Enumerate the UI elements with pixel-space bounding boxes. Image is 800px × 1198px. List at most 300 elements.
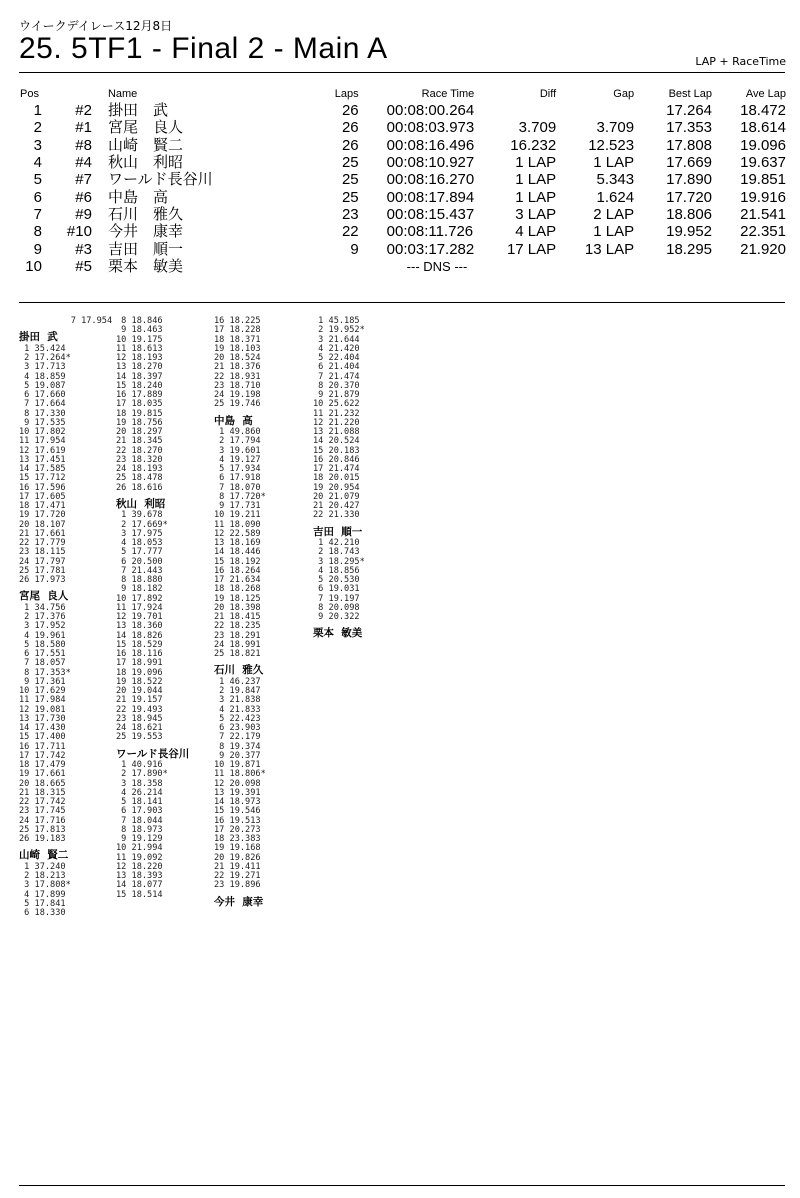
result-race-time: 00:08:00.264	[386, 102, 475, 120]
result-driver-name: 吉田 順一	[107, 239, 183, 258]
driver-lap-header: ワールド長谷川	[116, 747, 190, 760]
lap-time-entry: 23 18.320	[116, 454, 163, 465]
lap-time-entry: 3 17.713	[19, 362, 66, 373]
lap-time-entry: 11 18.806*	[214, 769, 266, 780]
lap-time-entry: 2 18.743	[313, 547, 360, 558]
result-row	[20, 206, 786, 223]
result-laps: 23	[341, 205, 359, 223]
lap-time-entry: 24 17.716	[19, 815, 66, 826]
lap-time-entry: 10 19.871	[214, 760, 261, 770]
result-driver-name: 栗本 敏美	[107, 256, 183, 275]
lap-time-entry: 6 18.330	[19, 908, 66, 918]
lap-time-entry: 1 39.678	[116, 510, 163, 521]
result-laps: 26	[341, 102, 359, 120]
lap-time-entry: 15 19.546	[214, 806, 261, 817]
results-divider	[19, 302, 785, 303]
lap-time-entry: 15 18.529	[116, 639, 163, 650]
lap-time-entry: 10 25.622	[313, 399, 360, 410]
column-header-ave-lap: Ave Lap	[745, 88, 786, 100]
result-gap	[556, 258, 634, 275]
result-car-number: #3	[75, 240, 92, 258]
lap-time-entry: 16 17.889	[116, 390, 163, 400]
lap-time-entry: 6 17.918	[214, 473, 261, 484]
lap-time-entry: 5 22.404	[313, 353, 360, 363]
lap-time-entry: 13 21.088	[313, 427, 360, 437]
lap-time-entry: 21 19.411	[214, 861, 261, 872]
result-diff: 16.232	[510, 136, 557, 154]
lap-time-entry: 21 18.315	[19, 787, 66, 798]
lap-time-entry: 12 22.589	[214, 528, 261, 539]
result-diff: 1 LAP	[515, 154, 557, 172]
lap-time-entry: 17 21.634	[214, 575, 261, 585]
lap-time-entry: 2 17.669*	[116, 519, 168, 530]
result-car-number: #9	[75, 205, 92, 223]
lap-time-entry: 25 18.478	[116, 473, 163, 484]
lap-time-entry: 11 17.924	[116, 602, 163, 613]
lap-time-entry: 24 17.797	[19, 556, 66, 567]
lap-time-entry: 7 18.070	[214, 482, 261, 493]
lap-column-2	[116, 317, 189, 900]
result-ave-lap: 19.096	[740, 136, 786, 154]
lap-time-entry: 5 22.423	[214, 713, 261, 724]
lap-time-entry: 2 18.213	[19, 871, 66, 881]
lap-time-entry: 17 17.605	[19, 491, 66, 502]
result-gap: 3.709	[596, 119, 635, 137]
lap-time-entry: 4 17.899	[19, 889, 66, 900]
lap-time-entry: 5 18.580	[19, 639, 66, 650]
lap-time-entry: 3 17.975	[116, 528, 163, 539]
lap-time-entry: 9 18.463	[116, 325, 163, 336]
lap-time-entry: 1 37.240	[19, 861, 66, 872]
result-pos: 8	[33, 223, 42, 241]
lap-time-entry: 15 18.192	[214, 556, 261, 567]
lap-time-entry: 11 19.092	[116, 852, 163, 863]
lap-time-entry: 22 21.330	[313, 510, 360, 521]
lap-time-entry: 4 18.856	[313, 565, 360, 576]
lap-time-entry: 4 26.214	[116, 787, 163, 798]
lap-time-entry: 7 21.443	[116, 565, 163, 576]
result-race-time: 00:08:16.496	[386, 136, 475, 154]
lap-time-entry: 11 18.613	[116, 343, 163, 354]
result-pos: 9	[33, 240, 42, 258]
lap-time-entry: 2 17.794	[214, 436, 261, 447]
result-ave-lap: 19.851	[740, 171, 786, 189]
result-diff: 1 LAP	[515, 171, 557, 189]
lap-time-entry: 21 18.345	[116, 436, 163, 447]
result-race-time: 00:08:03.973	[386, 119, 475, 137]
lap-time-entry: 20 18.665	[19, 778, 66, 789]
result-row	[20, 137, 786, 154]
lap-time-entry: 14 17.430	[19, 723, 66, 733]
lap-time-entry: 22 17.779	[19, 538, 66, 548]
result-row	[20, 102, 786, 119]
result-laps: 25	[341, 171, 359, 189]
lap-time-entry: 17 20.273	[214, 824, 261, 835]
lap-time-entry: 9 17.535	[19, 417, 66, 428]
lap-time-entry: 6 17.551	[19, 649, 66, 659]
lap-time-entry: 19 20.954	[313, 482, 360, 493]
result-race-time: --- DNS ---	[406, 258, 468, 274]
result-car-number: #5	[75, 257, 92, 275]
result-pos: 2	[33, 119, 42, 137]
lap-time-entry: 10 19.211	[214, 510, 261, 521]
lap-time-entry: 8 20.370	[313, 380, 360, 391]
result-laps: 9	[350, 240, 359, 258]
result-car-number: #8	[75, 136, 92, 154]
result-diff: 3 LAP	[515, 205, 557, 223]
column-header-name: Name	[107, 88, 138, 100]
result-row	[20, 188, 786, 205]
page-title: 25. 5TF1 - Final 2 - Main A	[19, 32, 388, 65]
lap-time-entry: 8 18.880	[116, 575, 163, 585]
lap-time-entry: 8 17.720*	[214, 491, 266, 502]
results-body	[20, 102, 786, 275]
lap-time-entry: 13 18.169	[214, 538, 261, 548]
lap-time-entry: 18 19.096	[116, 667, 163, 678]
lap-time-entry: 6 19.031	[313, 584, 360, 595]
result-row	[20, 171, 786, 188]
result-driver-name: 今井 康幸	[107, 222, 183, 241]
result-race-time: 00:08:17.894	[386, 188, 475, 206]
result-row	[20, 154, 786, 171]
result-car-number: #10	[66, 223, 92, 241]
lap-time-entry: 9 17.731	[214, 501, 261, 511]
lap-time-entry: 6 21.404	[313, 362, 360, 373]
result-best-lap: 17.264	[666, 102, 713, 120]
lap-time-entry: 9 20.377	[214, 750, 261, 761]
result-diff	[474, 102, 556, 119]
result-pos: 7	[33, 205, 42, 223]
lap-time-entry: 18 23.383	[214, 834, 261, 844]
lap-time-entry: 25 17.813	[19, 824, 66, 835]
lap-time-entry: 8 19.374	[214, 741, 261, 752]
lap-time-entry: 17 21.474	[313, 464, 360, 474]
lap-time-entry: 12 17.619	[19, 445, 66, 456]
lap-time-entry: 20 21.079	[313, 491, 360, 502]
lap-time-entry: 19 18.756	[116, 417, 163, 428]
lap-time-entry: 23 17.745	[19, 806, 66, 817]
lap-time-entry: 12 20.098	[214, 778, 261, 789]
lap-time-entry: 12 19.701	[116, 612, 163, 622]
report-type-label: LAP + RaceTime	[695, 55, 786, 68]
lap-time-entry: 12 18.193	[116, 353, 163, 363]
lap-time-entry: 7 21.474	[313, 371, 360, 382]
driver-lap-header: 石川 雅久	[214, 664, 264, 677]
lap-time-entry: 4 21.420	[313, 343, 360, 354]
lap-time-entry: 17 17.742	[19, 750, 66, 761]
result-gap: 12.523	[588, 136, 635, 154]
lap-time-entry: 2 17.890*	[116, 769, 168, 780]
result-pos: 1	[33, 102, 42, 120]
lap-time-entry: 19 19.168	[214, 843, 261, 854]
lap-time-entry: 6 20.500	[116, 556, 163, 567]
lap-time-entry: 19 18.522	[116, 676, 163, 687]
lap-time-entry: 25 18.821	[214, 649, 261, 659]
result-laps: 25	[341, 154, 359, 172]
result-pos: 4	[33, 154, 42, 172]
lap-time-entry: 18 20.015	[313, 473, 360, 484]
lap-time-entry: 16 18.116	[116, 649, 163, 659]
lap-time-entry: 22 19.493	[116, 704, 163, 715]
lap-time-entry: 19 17.661	[19, 769, 66, 780]
lap-time-entry: 3 18.295*	[313, 556, 365, 567]
result-car-number: #4	[75, 154, 92, 172]
lap-time-entry: 6 17.903	[116, 806, 163, 817]
lap-time-entry: 13 18.360	[116, 621, 163, 632]
lap-time-entry: 11 17.954	[19, 436, 66, 447]
result-race-time: 00:08:16.270	[386, 171, 475, 189]
lap-time-entry: 10 17.802	[19, 427, 66, 437]
lap-time-entry: 14 20.524	[313, 436, 360, 447]
driver-lap-header: 山崎 賢二	[19, 849, 69, 862]
lap-time-entry: 5 17.841	[19, 898, 66, 909]
lap-time-entry: 11 18.090	[214, 519, 261, 530]
lap-time-entry: 23 18.291	[214, 630, 261, 641]
lap-time-entry: 3 17.952	[19, 621, 66, 632]
lap-time-entry: 6 17.660	[19, 390, 66, 400]
lap-time-entry: 1 46.237	[214, 676, 261, 687]
column-header-race-time: Race Time	[421, 88, 475, 100]
lap-time-entry: 3 21.838	[214, 695, 261, 706]
lap-time-entry: 11 21.232	[313, 408, 360, 419]
lap-column-4	[313, 317, 365, 641]
lap-time-entry: 7 17.664	[19, 399, 66, 410]
driver-lap-header: 掛田 武	[19, 331, 58, 344]
result-diff: 17 LAP	[506, 240, 557, 258]
result-driver-name: 中島 高	[107, 187, 168, 206]
lap-time-entry: 10 17.892	[116, 593, 163, 604]
lap-time-entry: 22 18.235	[214, 621, 261, 632]
lap-time-entry: 1 34.756	[19, 602, 66, 613]
lap-time-entry: 16 19.513	[214, 815, 261, 826]
lap-time-entry: 9 17.361	[19, 676, 66, 687]
result-best-lap: 17.353	[666, 119, 713, 137]
result-ave-lap: 18.472	[740, 102, 786, 120]
lap-time-entry: 10 17.629	[19, 686, 66, 696]
lap-time-entry: 12 21.220	[313, 417, 360, 428]
result-row	[20, 223, 786, 240]
result-gap: 1 LAP	[593, 223, 635, 241]
result-race-time: 00:08:10.927	[386, 154, 475, 172]
result-car-number: #2	[75, 102, 92, 120]
lap-time-entry: 16 17.596	[19, 482, 66, 493]
lap-time-entry: 4 19.127	[214, 454, 261, 465]
result-gap: 2 LAP	[593, 205, 635, 223]
lap-time-entry: 20 18.297	[116, 427, 163, 437]
result-driver-name: ワールド長谷川	[107, 170, 213, 189]
lap-time-entry: 13 18.393	[116, 871, 163, 881]
lap-time-entry: 12 19.081	[19, 704, 66, 715]
lap-time-entry: 16 20.846	[313, 454, 360, 465]
lap-time-entry: 23 18.710	[214, 380, 261, 391]
lap-time-entry: 17 18.035	[116, 399, 163, 410]
lap-time-entry: 21 19.157	[116, 695, 163, 706]
lap-time-entry: 19 18.103	[214, 343, 261, 354]
lap-time-entry: 26 17.973	[19, 575, 66, 585]
results-header-row	[20, 88, 786, 102]
result-best-lap: 17.669	[666, 154, 713, 172]
lap-time-entry: 20 18.398	[214, 602, 261, 613]
lap-time-entry: 5 18.141	[116, 797, 163, 807]
lap-time-entry: 13 17.451	[19, 454, 66, 465]
lap-time-entry: 14 18.397	[116, 371, 163, 382]
driver-lap-header: 中島 高	[214, 414, 253, 427]
result-best-lap: 18.295	[666, 240, 713, 258]
lap-time-entry: 8 20.098	[313, 602, 360, 613]
result-row	[20, 240, 786, 257]
result-gap: 1.624	[596, 188, 635, 206]
result-driver-name: 秋山 利昭	[107, 153, 183, 172]
result-ave-lap	[712, 258, 786, 275]
lap-time-entry: 18 19.815	[116, 408, 163, 419]
lap-time-entry: 21 17.661	[19, 528, 66, 539]
result-best-lap: 17.720	[666, 188, 713, 206]
lap-time-entry: 23 19.896	[214, 880, 261, 891]
lap-time-entry: 7 17.954	[19, 316, 113, 326]
result-laps: 26	[341, 136, 359, 154]
result-diff	[474, 258, 556, 275]
lap-time-entry: 2 17.264*	[19, 353, 71, 363]
lap-time-entry: 19 17.720	[19, 510, 66, 521]
lap-time-entry: 26 19.183	[19, 834, 66, 844]
result-row	[20, 258, 786, 275]
result-ave-lap: 19.916	[740, 188, 786, 206]
result-race-time: 00:03:17.282	[386, 240, 475, 258]
column-header-laps: Laps	[334, 88, 359, 100]
lap-time-entry: 17 18.991	[116, 658, 163, 669]
lap-time-entry: 7 19.197	[313, 593, 360, 604]
lap-time-entry: 16 17.711	[19, 741, 66, 752]
lap-time-entry: 18 17.479	[19, 760, 66, 770]
lap-time-entry: 25 19.553	[116, 732, 163, 743]
lap-time-entry: 13 18.270	[116, 362, 163, 373]
lap-time-entry: 19 18.125	[214, 593, 261, 604]
column-header-gap: Gap	[613, 88, 635, 100]
column-header-pos: Pos	[20, 88, 39, 100]
lap-time-entry: 22 17.742	[19, 797, 66, 807]
lap-time-entry: 18 17.471	[19, 501, 66, 511]
driver-lap-header: 秋山 利昭	[116, 497, 166, 510]
lap-time-entry: 3 19.601	[214, 445, 261, 456]
result-driver-name: 石川 雅久	[107, 204, 183, 223]
lap-time-entry: 8 17.330	[19, 408, 66, 419]
lap-time-entry: 14 17.585	[19, 464, 66, 474]
lap-time-entry: 2 19.952*	[313, 325, 365, 336]
lap-time-entry: 12 18.220	[116, 861, 163, 872]
result-ave-lap: 21.541	[740, 205, 786, 223]
lap-time-entry: 22 18.931	[214, 371, 261, 382]
lap-time-entry: 17 18.228	[214, 325, 261, 336]
result-laps: 26	[341, 119, 359, 137]
result-pos: 10	[25, 257, 42, 275]
lap-time-entry: 5 19.087	[19, 380, 66, 391]
result-driver-name: 宮尾 良人	[107, 118, 183, 137]
result-laps	[263, 258, 359, 275]
result-best-lap	[634, 258, 712, 275]
lap-time-entry: 15 17.712	[19, 473, 66, 484]
lap-time-entry: 3 21.644	[313, 334, 360, 345]
result-driver-name: 掛田 武	[107, 101, 168, 120]
result-gap	[556, 102, 634, 119]
lap-time-entry: 22 19.271	[214, 871, 261, 881]
result-gap: 13 LAP	[584, 240, 635, 258]
lap-time-entry: 7 18.057	[19, 658, 66, 669]
result-best-lap: 17.890	[666, 171, 713, 189]
result-ave-lap: 18.614	[740, 119, 786, 137]
result-row	[20, 119, 786, 136]
lap-time-entry: 14 18.446	[214, 547, 261, 558]
lap-time-entry: 5 20.530	[313, 575, 360, 585]
result-laps: 25	[341, 188, 359, 206]
result-ave-lap: 21.920	[740, 240, 786, 258]
result-ave-lap: 22.351	[740, 223, 786, 241]
lap-time-entry: 8 18.973	[116, 824, 163, 835]
lap-time-entry: 13 19.391	[214, 787, 261, 798]
result-car-number: #6	[75, 188, 92, 206]
result-diff: 4 LAP	[515, 223, 557, 241]
driver-lap-header: 栗本 敏美	[313, 627, 363, 640]
lap-time-entry: 1 49.860	[214, 427, 261, 437]
lap-time-entry: 21 20.427	[313, 501, 360, 511]
result-car-number: #7	[75, 171, 92, 189]
lap-time-entry: 4 18.053	[116, 538, 163, 548]
lap-time-entry: 21 18.415	[214, 612, 261, 622]
lap-time-entry: 3 18.358	[116, 778, 163, 789]
lap-time-entry: 7 22.179	[214, 732, 261, 743]
lap-time-entry: 10 19.175	[116, 334, 163, 345]
driver-lap-header: 宮尾 良人	[19, 590, 69, 603]
lap-time-entry: 13 17.730	[19, 713, 66, 724]
lap-time-entry: 24 19.198	[214, 390, 261, 400]
result-pos: 5	[33, 171, 42, 189]
lap-time-entry: 15 18.514	[116, 889, 163, 900]
lap-time-entry: 15 20.183	[313, 445, 360, 456]
lap-time-entry: 25 17.781	[19, 565, 66, 576]
driver-lap-header: 吉田 順一	[313, 525, 363, 538]
lap-time-entry: 10 21.994	[116, 843, 163, 854]
lap-time-entry: 20 19.826	[214, 852, 261, 863]
lap-time-entry: 1 45.185	[313, 316, 360, 326]
lap-time-entry: 9 21.879	[313, 390, 360, 400]
footer-divider	[19, 1185, 785, 1186]
result-gap: 1 LAP	[593, 154, 635, 172]
event-date-label: ウイークデイレース12月8日	[19, 19, 173, 33]
result-pos: 3	[33, 136, 42, 154]
lap-time-entry: 15 18.240	[116, 380, 163, 391]
lap-time-entry: 9 18.182	[116, 584, 163, 595]
lap-time-entry: 15 17.400	[19, 732, 66, 743]
lap-time-entry: 20 19.044	[116, 686, 163, 696]
lap-time-entry: 25 19.746	[214, 399, 261, 410]
result-race-time: 00:08:15.437	[386, 205, 475, 223]
title-divider	[19, 72, 785, 73]
result-race-time: 00:08:11.726	[386, 223, 474, 241]
lap-time-entry: 6 23.903	[214, 723, 261, 733]
lap-time-entry: 8 17.353*	[19, 667, 71, 678]
lap-time-entry: 4 19.961	[19, 630, 66, 641]
results-table	[20, 88, 786, 275]
column-header-best-lap: Best Lap	[668, 88, 713, 100]
lap-time-entry: 14 18.826	[116, 630, 163, 641]
lap-time-entry: 1 40.916	[116, 760, 163, 770]
lap-time-entry: 5 17.777	[116, 547, 163, 558]
result-diff: 3.709	[518, 119, 557, 137]
lap-time-entry: 20 18.524	[214, 353, 261, 363]
lap-time-entry: 1 42.210	[313, 538, 360, 548]
lap-time-entry: 7 18.044	[116, 815, 163, 826]
result-pos: 6	[33, 188, 42, 206]
lap-time-entry: 23 18.115	[19, 547, 66, 558]
